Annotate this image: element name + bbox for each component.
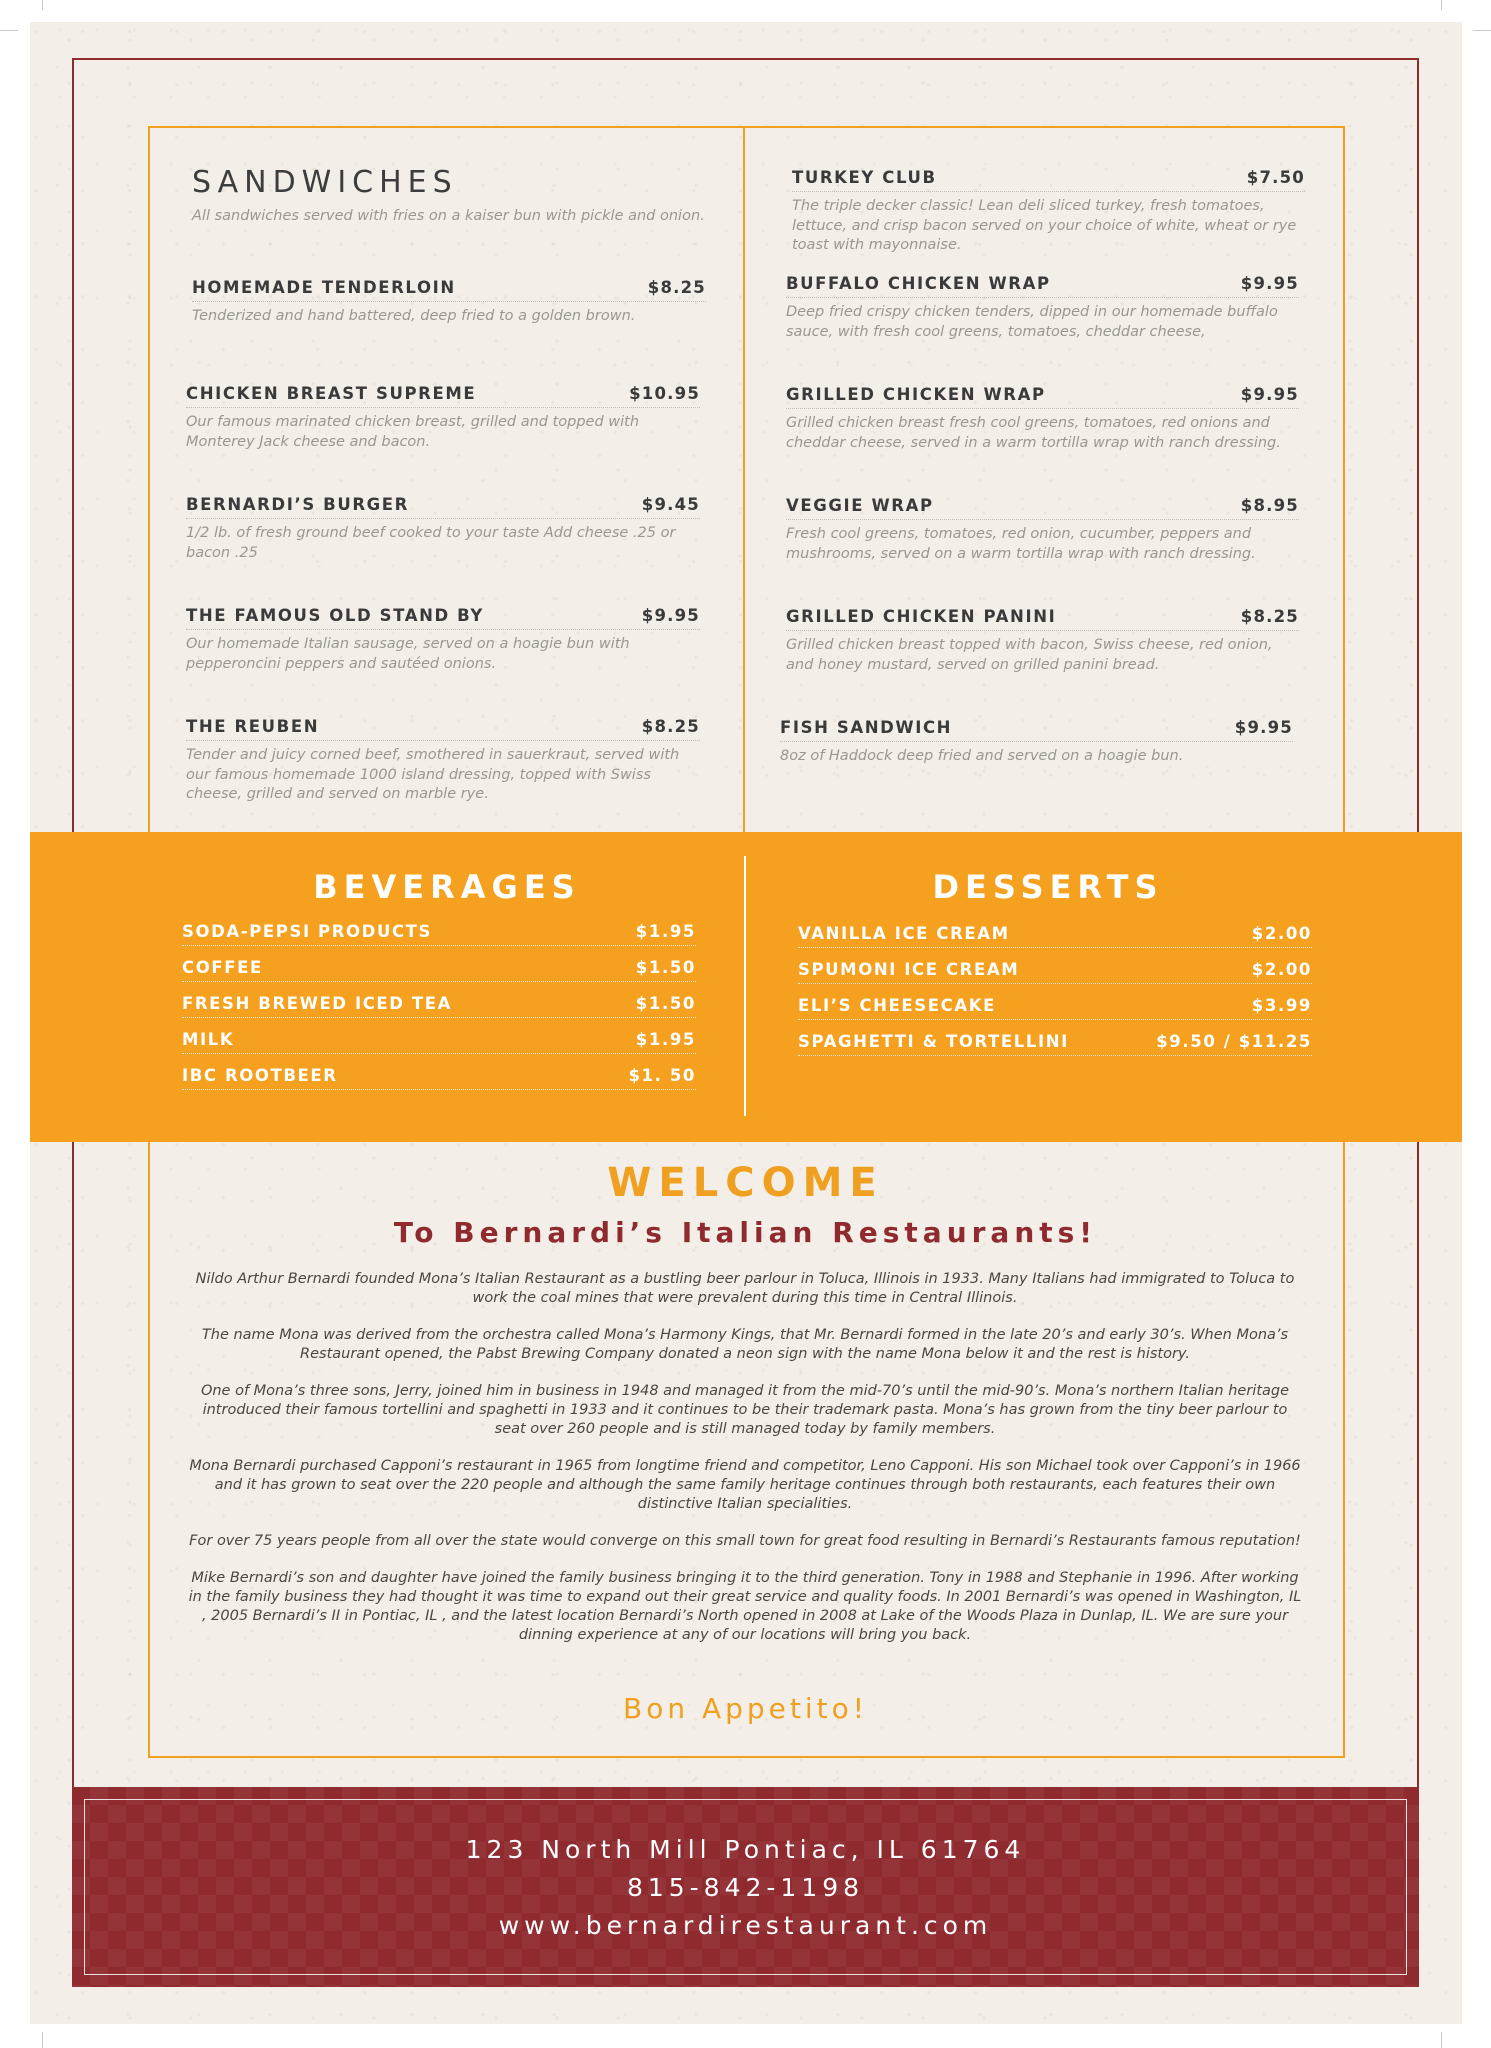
item-name: ELI’S CHEESECAKE bbox=[798, 996, 996, 1015]
address-text: 123 North Mill Pontiac, IL 61764 bbox=[465, 1835, 1026, 1864]
item-name: BERNARDI’S BURGER bbox=[186, 495, 409, 514]
history-paragraph: For over 75 years people from all over the state would converge on this small town for great food resulting in Bernardi’s Restaurants famous reputation! bbox=[189, 1533, 1301, 1549]
crop-mark bbox=[1441, 2032, 1442, 2048]
sandwiches-title: SANDWICHES bbox=[192, 165, 458, 200]
history-paragraph: Mona Bernardi purchased Capponi’s restaurant in 1965 from longtime friend and competitor, Leno Capponi. His son Michael took over Capponi’s in 1966 and it has grown to seat over the 220 people and although the same family heritage continues through both restaurants, each features their own distinctive Italian specialities. bbox=[189, 1458, 1301, 1512]
beverage-item bbox=[182, 958, 696, 982]
item-price: $3.99 bbox=[1251, 996, 1312, 1015]
dessert-item bbox=[798, 924, 1312, 948]
beverage-item bbox=[182, 1030, 696, 1054]
dessert-item bbox=[798, 960, 1312, 984]
menu-item bbox=[192, 278, 706, 327]
dessert-item bbox=[798, 1032, 1312, 1056]
contact-footer bbox=[72, 1787, 1419, 1987]
item-description: Grilled chicken breast topped with bacon, Swiss cheese, red onion, and honey mustard, served on grilled panini bread. bbox=[786, 637, 1273, 673]
item-price: $8.25 bbox=[647, 278, 706, 297]
menu-item bbox=[786, 607, 1299, 675]
item-name: HOMEMADE TENDERLOIN bbox=[192, 278, 456, 297]
menu-item bbox=[186, 384, 700, 452]
item-price: $9.95 bbox=[1240, 274, 1299, 293]
website-link[interactable]: www.bernardirestaurant.com bbox=[498, 1911, 993, 1940]
item-description: 8oz of Haddock deep fried and served on a hoagie bun. bbox=[780, 748, 1184, 764]
dessert-item bbox=[798, 996, 1312, 1020]
welcome-title: WELCOME bbox=[607, 1160, 884, 1206]
item-price: $9.95 bbox=[1240, 385, 1299, 404]
item-name: MILK bbox=[182, 1030, 235, 1049]
item-name: VEGGIE WRAP bbox=[786, 496, 934, 515]
item-description: Deep fried crispy chicken tenders, dipped in our homemade buffalo sauce, with fresh cool greens, tomatoes, cheddar cheese, bbox=[786, 304, 1278, 340]
item-name: SODA-PEPSI PRODUCTS bbox=[182, 922, 433, 941]
item-name: FISH SANDWICH bbox=[780, 718, 953, 737]
history-paragraph: Mike Bernardi’s son and daughter have joined the family business bringing it to the third generation. Tony in 1988 and Stephanie in 1996. After working in the family business they had thought it was time to expand out their great service and quality foods. In 2001 Bernardi’s was opened in Washington, IL , 2005 Bernardi’s II in Pontiac, IL , and the latest location Bernardi’s North opened in 2008 at Lake of the Woods Plaza in Dunlap, IL. We are sure your dinning experience at any of our locations will bring you back. bbox=[188, 1570, 1302, 1643]
beverage-item bbox=[182, 1066, 696, 1090]
item-price: $8.25 bbox=[1240, 607, 1299, 626]
item-description: 1/2 lb. of fresh ground beef cooked to your taste Add cheese .25 or bacon .25 bbox=[186, 525, 676, 561]
item-name: THE FAMOUS OLD STAND BY bbox=[186, 606, 484, 625]
column-divider bbox=[743, 126, 745, 832]
item-price: $1. 50 bbox=[628, 1066, 696, 1085]
item-price: $9.45 bbox=[641, 495, 700, 514]
item-price: $1.50 bbox=[635, 994, 696, 1013]
menu-item bbox=[786, 385, 1299, 453]
item-price: $9.95 bbox=[1234, 718, 1293, 737]
item-price: $7.50 bbox=[1246, 168, 1305, 187]
history-paragraph: One of Mona’s three sons, Jerry, joined him in business in 1948 and managed it from the mid-70’s until the mid-90’s. Mona’s northern Italian heritage introduced their famous tortellini and spaghetti in 1933 and it continues to be their trademark pasta. Mona’s has grown from the tiny beer parlour to seat over 260 people and is still managed today by family members. bbox=[200, 1383, 1290, 1437]
beverage-item bbox=[182, 922, 696, 946]
history-paragraph: The name Mona was derived from the orchestra called Mona’s Harmony Kings, that Mr. Bernardi formed in the late 20’s and early 30’s. When Mona’s Restaurant opened, the Pabst Brewing Company donated a neon sign with the name Mona below it and the rest is history. bbox=[201, 1327, 1289, 1362]
item-description: Tenderized and hand battered, deep fried to a golden brown. bbox=[192, 308, 636, 324]
item-price: $8.95 bbox=[1240, 496, 1299, 515]
item-description: Fresh cool greens, tomatoes, red onion, cucumber, peppers and mushrooms, served on a warm tortilla wrap with ranch dressing. bbox=[786, 526, 1256, 562]
band-divider bbox=[744, 856, 746, 1116]
item-name: VANILLA ICE CREAM bbox=[798, 924, 1010, 943]
menu-item bbox=[792, 168, 1305, 256]
crop-mark bbox=[1441, 0, 1442, 10]
item-name: GRILLED CHICKEN WRAP bbox=[786, 385, 1046, 404]
item-name: TURKEY CLUB bbox=[792, 168, 937, 187]
phone-text[interactable]: 815-842-1198 bbox=[626, 1873, 865, 1902]
item-description: Tender and juicy corned beef, smothered in sauerkraut, served with our famous homemade 1000 island dressing, topped with Swiss cheese, grilled and served on marble rye. bbox=[186, 747, 680, 802]
menu-item bbox=[786, 274, 1299, 342]
item-price: $10.95 bbox=[629, 384, 700, 403]
item-price: $2.00 bbox=[1251, 924, 1312, 943]
item-description: Grilled chicken breast fresh cool greens, tomatoes, red onions and cheddar cheese, served in a warm tortilla wrap with ranch dressing. bbox=[786, 415, 1281, 451]
item-price: $1.50 bbox=[635, 958, 696, 977]
menu-item bbox=[186, 495, 700, 563]
item-name: GRILLED CHICKEN PANINI bbox=[786, 607, 1057, 626]
item-name: BUFFALO CHICKEN WRAP bbox=[786, 274, 1051, 293]
closing-phrase: Bon Appetito! bbox=[622, 1692, 868, 1725]
item-price: $1.95 bbox=[635, 1030, 696, 1049]
item-name: SPAGHETTI & TORTELLINI bbox=[798, 1032, 1069, 1051]
beverage-item bbox=[182, 994, 696, 1018]
welcome-subtitle: To Bernardi’s Italian Restaurants! bbox=[393, 1216, 1098, 1249]
crop-mark bbox=[42, 2032, 43, 2048]
desserts-title: DESSERTS bbox=[932, 868, 1164, 906]
item-name: THE REUBEN bbox=[186, 717, 320, 736]
item-description: The triple decker classic! Lean deli sliced turkey, fresh tomatoes, lettuce, and crisp bacon served on your choice of white, wheat or rye toast with mayonnaise. bbox=[792, 198, 1297, 253]
item-price: $8.25 bbox=[641, 717, 700, 736]
item-name: FRESH BREWED ICED TEA bbox=[182, 994, 453, 1013]
item-name: CHICKEN BREAST SUPREME bbox=[186, 384, 477, 403]
menu-item bbox=[786, 496, 1299, 564]
item-price: $9.95 bbox=[641, 606, 700, 625]
history-text bbox=[185, 1270, 1305, 1663]
item-description: Our homemade Italian sausage, served on a hoagie bun with pepperoncini peppers and sautéed onions. bbox=[186, 636, 630, 672]
beverages-title: BEVERAGES bbox=[313, 868, 581, 906]
item-name: COFFEE bbox=[182, 958, 263, 977]
item-price: $2.00 bbox=[1251, 960, 1312, 979]
menu-item bbox=[780, 718, 1293, 767]
crop-mark bbox=[42, 0, 43, 10]
sandwiches-note: All sandwiches served with fries on a kaiser bun with pickle and onion. bbox=[192, 208, 705, 224]
item-description: Our famous marinated chicken breast, grilled and topped with Monterey Jack cheese and bacon. bbox=[186, 414, 640, 450]
crop-mark bbox=[0, 30, 18, 31]
menu-item bbox=[186, 717, 700, 805]
history-paragraph: Nildo Arthur Bernardi founded Mona’s Italian Restaurant as a bustling beer parlour in Toluca, Illinois in 1933. Many Italians had immigrated to Toluca to work the coal mines that were prevalent during this time in Central Illinois. bbox=[195, 1271, 1295, 1306]
menu-item bbox=[186, 606, 700, 674]
item-name: IBC ROOTBEER bbox=[182, 1066, 338, 1085]
item-price: $9.50 / $11.25 bbox=[1156, 1032, 1312, 1051]
crop-mark bbox=[1473, 30, 1491, 31]
item-name: SPUMONI ICE CREAM bbox=[798, 960, 1020, 979]
item-price: $1.95 bbox=[635, 922, 696, 941]
